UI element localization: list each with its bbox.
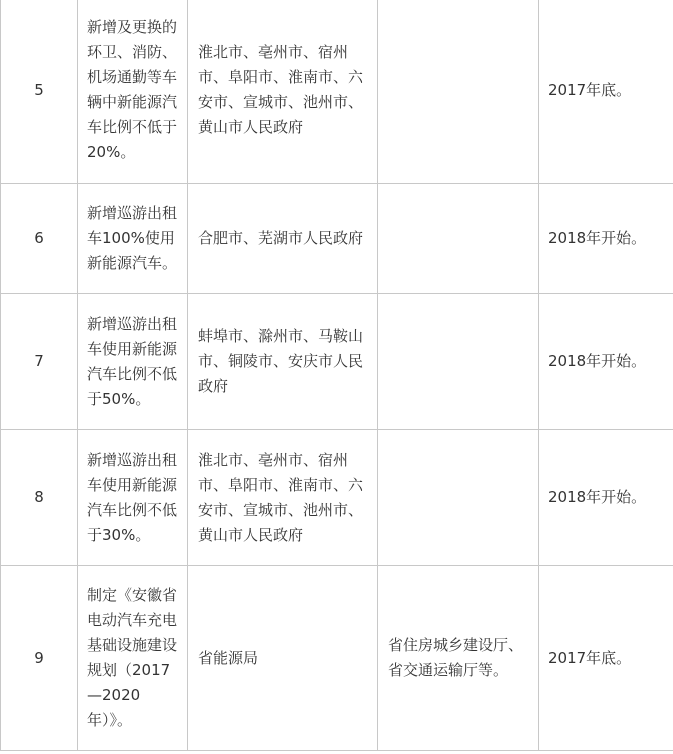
row-number: 7: [1, 294, 78, 430]
table-row: [1, 294, 673, 430]
row-number: 9: [1, 566, 78, 751]
lead-department: 淮北市、亳州市、宿州市、阜阳市、淮南市、六安市、宣城市、池州市、黄山市人民政府: [188, 0, 378, 184]
row-number: 6: [1, 184, 78, 294]
table-row: [1, 184, 673, 294]
lead-department: 合肥市、芜湖市人民政府: [188, 184, 378, 294]
cooperating-department: [378, 430, 539, 566]
time-limit: 2017年底。: [539, 566, 673, 751]
time-limit: 2017年底。: [539, 0, 673, 184]
cooperating-department: [378, 294, 539, 430]
table-row: [1, 0, 673, 184]
table-row: [1, 430, 673, 566]
lead-department: 蚌埠市、滁州市、马鞍山市、铜陵市、安庆市人民政府: [188, 294, 378, 430]
task-description: 制定《安徽省电动汽车充电基础设施建设规划（2017—2020年）》。: [78, 566, 188, 751]
row-number: 5: [1, 0, 78, 184]
table-row: [1, 566, 673, 751]
row-number: 8: [1, 430, 78, 566]
cooperating-department: [378, 0, 539, 184]
task-description: 新增巡游出租车100%使用新能源汽车。: [78, 184, 188, 294]
task-description: 新增巡游出租车使用新能源汽车比例不低于50%。: [78, 294, 188, 430]
time-limit: 2018年开始。: [539, 430, 673, 566]
task-description: 新增巡游出租车使用新能源汽车比例不低于30%。: [78, 430, 188, 566]
cooperating-department: [378, 184, 539, 294]
lead-department: 省能源局: [188, 566, 378, 751]
time-limit: 2018年开始。: [539, 184, 673, 294]
time-limit: 2018年开始。: [539, 294, 673, 430]
task-description: 新增及更换的环卫、消防、机场通勤等车辆中新能源汽车比例不低于20%。: [78, 0, 188, 184]
cooperating-department: 省住房城乡建设厅、省交通运输厅等。: [378, 566, 539, 751]
lead-department: 淮北市、亳州市、宿州市、阜阳市、淮南市、六安市、宣城市、池州市、黄山市人民政府: [188, 430, 378, 566]
